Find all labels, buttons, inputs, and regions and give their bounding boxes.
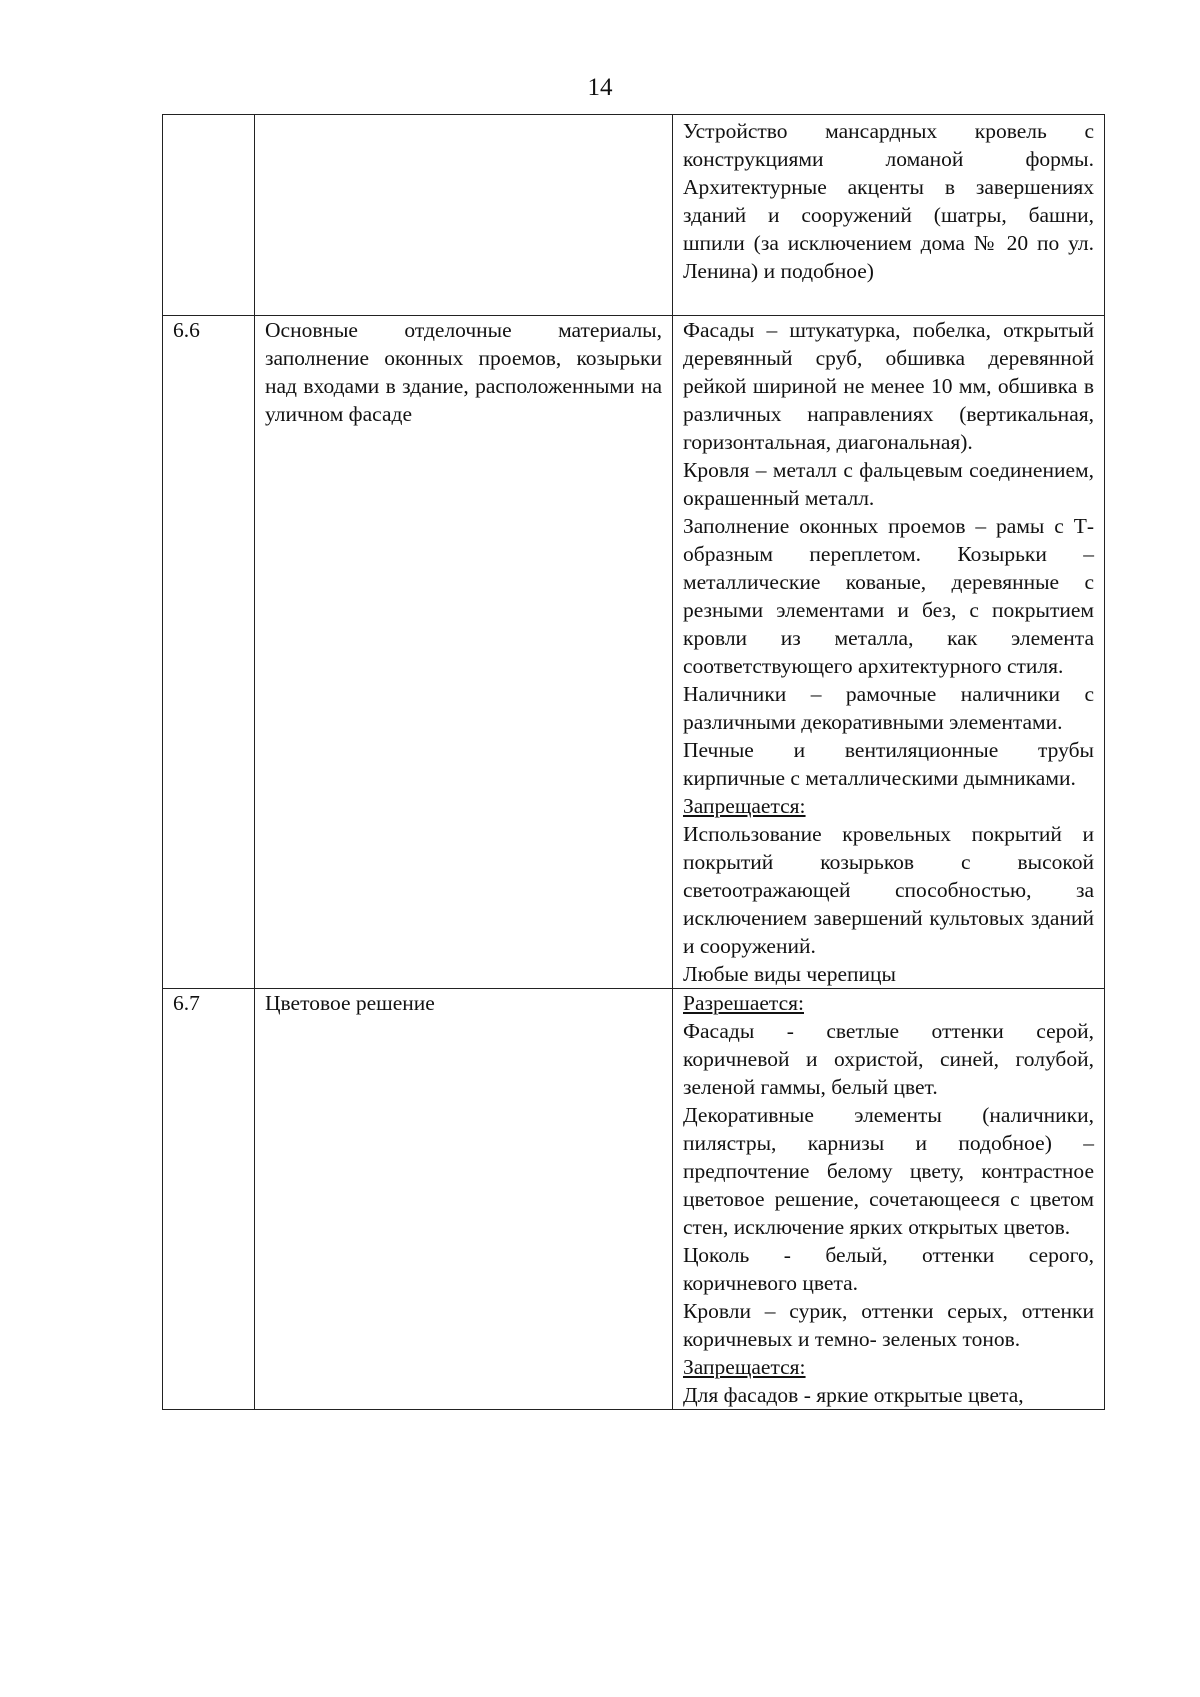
table-row bbox=[163, 989, 1105, 1410]
content-paragraph: Для фасадов - яркие открытые цвета, bbox=[683, 1383, 1024, 1407]
content-paragraph: Кровля – металл с фальцевым соединением, окрашенный металл. bbox=[683, 458, 1094, 510]
content-paragraph: Устройство мансардных кровель с конструкциями ломаной формы. Архитектурные акценты в завершениях зданий и сооружений (шатры, башни, шпили (за исключением дома № 20 по ул. Ленина) и подобное) bbox=[683, 119, 1094, 283]
page-number: 14 bbox=[587, 74, 613, 101]
content-paragraph: Заполнение оконных проемов – рамы с Т- образным переплетом. Козырьки – металлические кованые, деревянные с резными элементами и без, с покрытием кровли из металла, как элемента соответствующего архитектурного стиля. bbox=[683, 514, 1094, 678]
prohibited-heading: Запрещается: bbox=[683, 794, 806, 818]
content-paragraph: Любые виды черепицы bbox=[683, 962, 896, 986]
table-row bbox=[163, 115, 1105, 316]
row-number-cell: 6.6 bbox=[163, 316, 255, 989]
content-paragraph: Цоколь - белый, оттенки серого, коричневого цвета. bbox=[683, 1243, 1094, 1295]
content-paragraph: Использование кровельных покрытий и покрытий козырьков с высокой светоотражающей способностью, за исключением завершений культовых зданий и сооружений. bbox=[683, 822, 1094, 958]
table-row bbox=[163, 316, 1105, 989]
row-number-cell: 6.7 bbox=[163, 989, 255, 1410]
content-paragraph: Наличники – рамочные наличники с различными декоративными элементами. bbox=[683, 682, 1094, 734]
row-name-text: Основные отделочные материалы, заполнение оконных проемов, козырьки над входами в здание, расположенными на уличном фасаде bbox=[265, 318, 662, 426]
row-name-cell bbox=[255, 115, 673, 316]
content-paragraph: Фасады - светлые оттенки серой, коричневой и охристой, синей, голубой, зеленой гаммы, белый цвет. bbox=[683, 1019, 1094, 1099]
row-name-cell: Цветовое решение bbox=[255, 989, 673, 1410]
row-content-cell bbox=[673, 989, 1105, 1410]
row-content-cell bbox=[673, 115, 1105, 316]
row-number-cell bbox=[163, 115, 255, 316]
content-paragraph: Фасады – штукатурка, побелка, открытый деревянный сруб, обшивка деревянной рейкой шириной не менее 10 мм, обшивка в различных направлениях (вертикальная, горизонтальная, диагональная). bbox=[683, 318, 1094, 454]
content-paragraph: Кровли – сурик, оттенки серых, оттенки коричневых и темно- зеленых тонов. bbox=[683, 1299, 1094, 1351]
row-name-cell bbox=[255, 316, 673, 989]
regulations-table bbox=[162, 114, 1105, 1410]
table-body bbox=[163, 115, 1105, 1410]
row-content-cell bbox=[673, 316, 1105, 989]
content-paragraph: Декоративные элементы (наличники, пилястры, карнизы и подобное) – предпочтение белому цвету, контрастное цветовое решение, сочетающееся с цветом стен, исключение ярких открытых цветов. bbox=[683, 1103, 1094, 1239]
content-paragraph: Печные и вентиляционные трубы кирпичные с металлическими дымниками. bbox=[683, 738, 1094, 790]
allowed-heading: Разрешается: bbox=[683, 991, 804, 1015]
prohibited-heading: Запрещается: bbox=[683, 1355, 806, 1379]
